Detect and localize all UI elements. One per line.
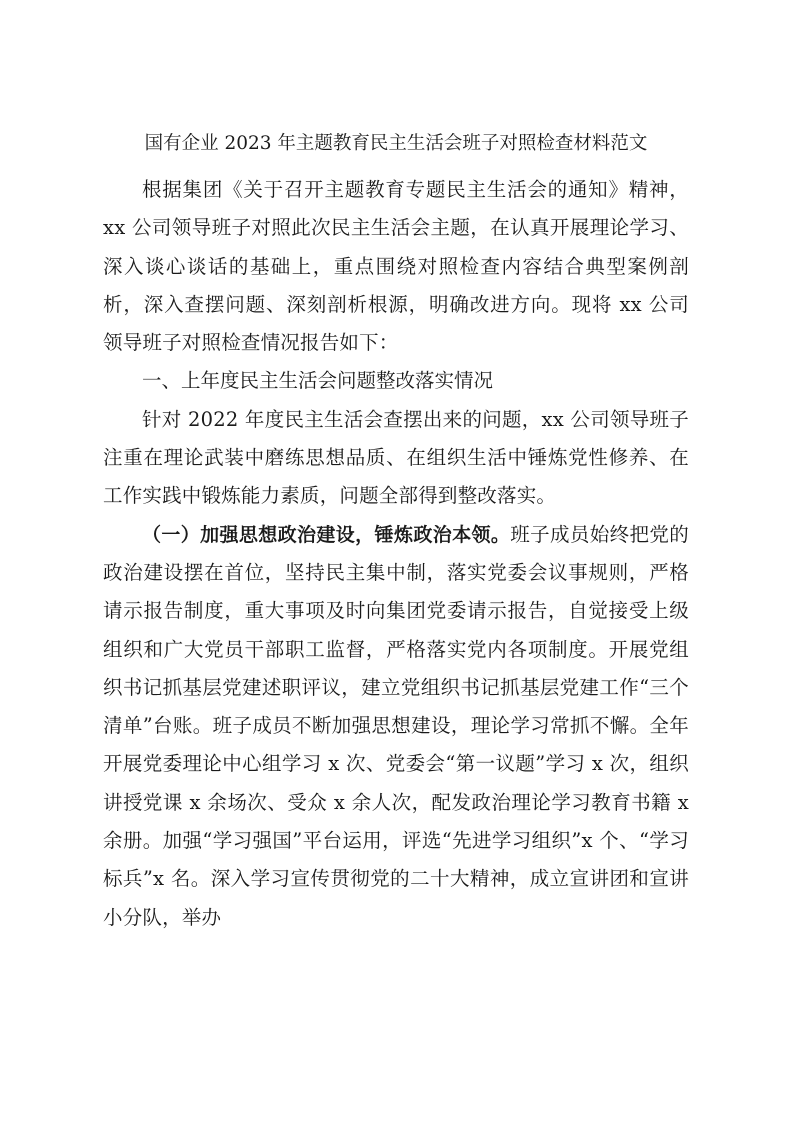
subsection-1-body: 班子成员始终把党的政治建设摆在首位，坚持民主集中制，落实党委会议事规则，严格请示报告制度，重大事项及时向集团党委请示报告，自觉接受上级组织和广大党员干部职工监督，严格落实党内各项制度。开展党组织书记抓基层党建述职评议，建立党组织书记抓基层党建工作“三个清单”台账。班子成员不断加强思想建设，理论学习常抓不懈。全年开展党委理论中心组学习 x 次、党委会“第一议题”学习 x 次，组织讲授党课 x 余场次、受众 x 余人次，配发政治理论学习教育书籍 x 余册。加强“学习强国”平台运用，评选“先进学习组织”x 个、“学习标兵”x 名。深入学习宣传贯彻党的二十大精神，成立宣讲团和宣讲小分队，举办 (103, 522, 689, 929)
document-title: 国有企业 2023 年主题教育民主生活会班子对照检查材料范文 (144, 133, 648, 154)
section-heading-1: 一、上年度民主生活会问题整改落实情况 (142, 369, 494, 393)
subsection-heading-1: （一）加强思想政治建设，锤炼政治本领。 (142, 523, 511, 546)
subsection-1-paragraph (103, 516, 689, 937)
intro-paragraph: 根据集团《关于召开主题教育专题民主生活会的通知》精神，xx 公司领导班子对照此次民主生活会主题，在认真开展理论学习、深入谈心谈话的基础上，重点围绕对照检查内容结合典型案例剖析，深入查摆问题、深刻剖析根源，明确改进方向。现将 xx 公司领导班子对照检查情况报告如下： (103, 178, 689, 355)
document-body (103, 126, 689, 937)
section-1-paragraph: 针对 2022 年度民主生活会查摆出来的问题，xx 公司领导班子注重在理论武装中磨练思想品质、在组织生活中锤炼党性修养、在工作实践中锻炼能力素质，问题全部得到整改落实。 (103, 407, 689, 508)
